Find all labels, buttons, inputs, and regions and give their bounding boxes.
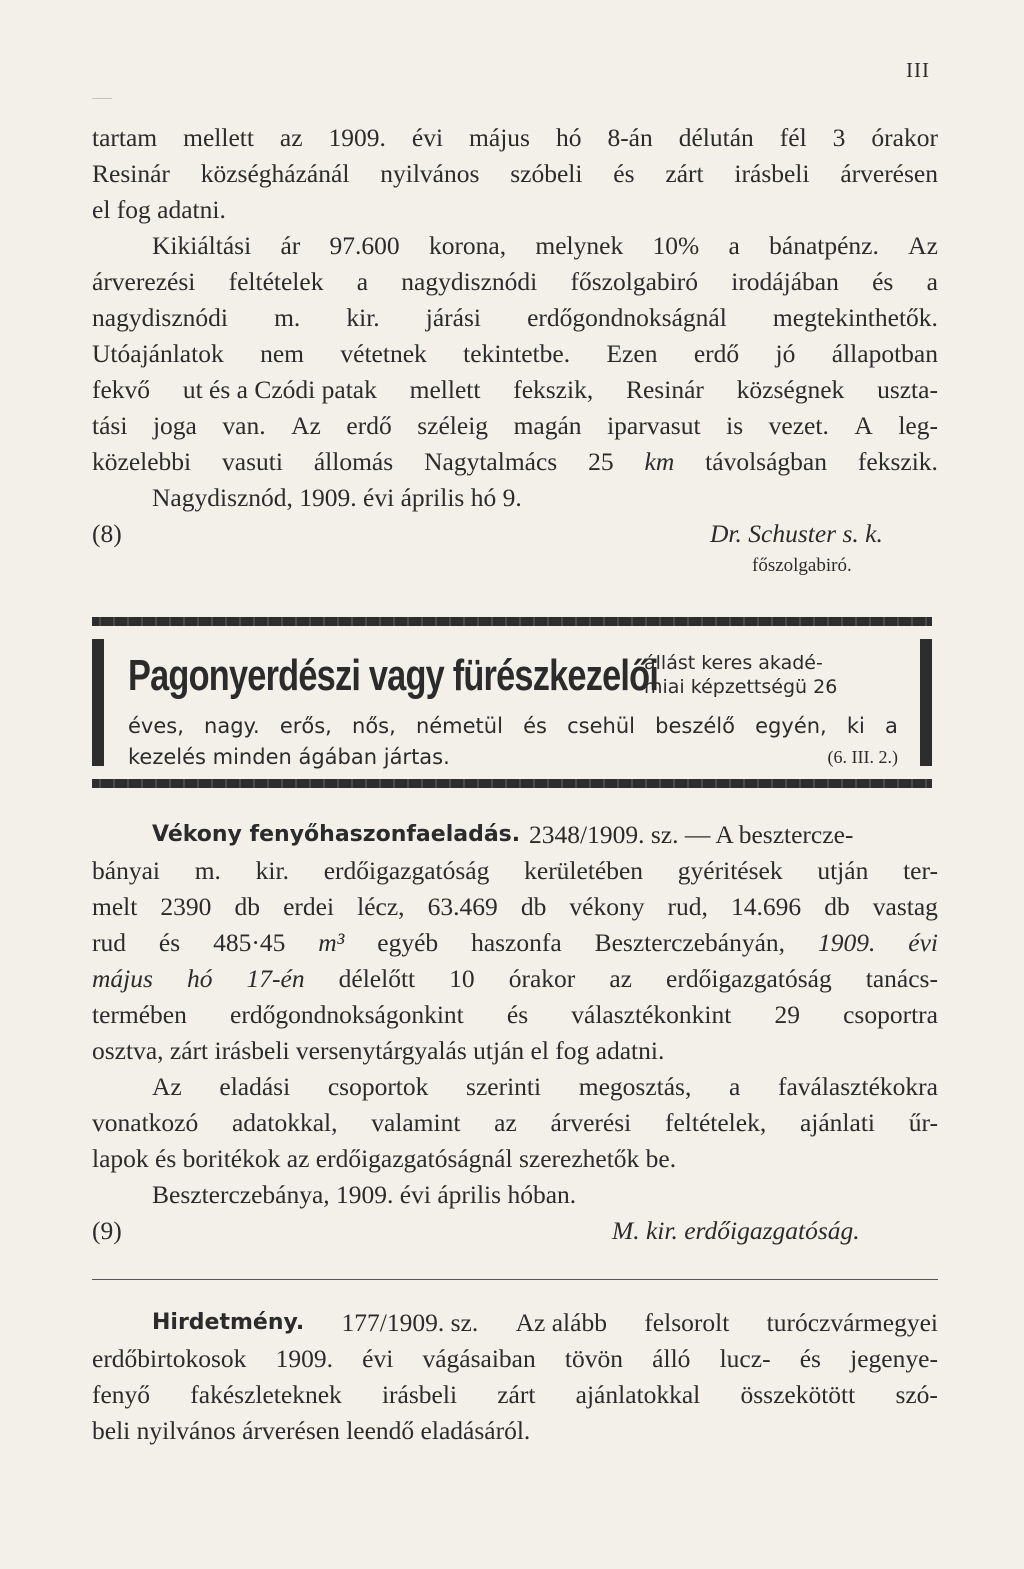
word: évi bbox=[908, 928, 938, 957]
word: május bbox=[469, 123, 530, 152]
word: ajánlatokkal bbox=[575, 1380, 701, 1409]
word: irodájában bbox=[731, 267, 839, 296]
word: egyéb bbox=[377, 928, 439, 957]
word: db bbox=[520, 892, 547, 921]
text-line bbox=[92, 961, 938, 997]
word: árverési bbox=[550, 1108, 632, 1137]
word: van. bbox=[222, 411, 266, 440]
text-line bbox=[92, 120, 938, 156]
notice-signature: M. kir. erdőigazgatóság. bbox=[612, 1216, 860, 1245]
word: állomás bbox=[313, 447, 394, 476]
text-line bbox=[92, 853, 938, 889]
notice-lead-title: Vékony fenyőhaszonfaeladás. bbox=[152, 822, 521, 847]
word: a bbox=[885, 714, 898, 738]
word: szerinti bbox=[466, 1072, 542, 1101]
word: 1909. bbox=[817, 928, 876, 957]
word: A bbox=[854, 411, 873, 440]
word: 485·45 bbox=[213, 928, 286, 957]
ad-side-line: miai képzettségü 26 bbox=[644, 676, 838, 698]
word: Utóajánlatok bbox=[92, 339, 224, 368]
word: 8-án bbox=[607, 123, 653, 152]
word: a bbox=[356, 267, 369, 296]
word: nem bbox=[260, 339, 305, 368]
ad-body bbox=[128, 711, 898, 773]
word: lécz, bbox=[357, 892, 405, 921]
word: eladási bbox=[219, 1072, 291, 1101]
text-line bbox=[92, 408, 938, 444]
word: mellett bbox=[183, 123, 254, 152]
word: erdőgondnokságnál bbox=[527, 303, 727, 332]
word: termében bbox=[92, 1000, 187, 1029]
word: db bbox=[234, 892, 260, 921]
word: bányai bbox=[92, 856, 160, 885]
word: erdő bbox=[693, 339, 740, 368]
text-line bbox=[92, 1305, 938, 1341]
ad-side-line: állást keres akadé- bbox=[644, 652, 823, 674]
word: fenyő bbox=[92, 1380, 151, 1409]
word: vastag bbox=[872, 892, 938, 921]
word: ajánlati bbox=[799, 1108, 875, 1137]
word: álló bbox=[652, 1344, 691, 1373]
word: m³ bbox=[318, 928, 345, 957]
word: melynek bbox=[535, 231, 624, 260]
word: órakor bbox=[871, 123, 938, 152]
word: 3 bbox=[832, 123, 846, 152]
word: db bbox=[824, 892, 850, 921]
ad-body-line bbox=[128, 711, 898, 742]
ad-reference: (6. III. 2.) bbox=[827, 747, 898, 767]
text-line bbox=[92, 1341, 938, 1377]
word: megtekinthetők. bbox=[772, 303, 938, 332]
word: fekvő bbox=[92, 375, 151, 404]
word: vétetnek bbox=[340, 339, 427, 368]
word: nyilvános bbox=[380, 159, 480, 188]
word: évi bbox=[411, 123, 444, 152]
word: el fog adatni. bbox=[92, 195, 226, 224]
word: és bbox=[506, 1000, 529, 1029]
word: és bbox=[872, 267, 894, 296]
word: nagy. bbox=[204, 714, 260, 738]
word: németül bbox=[415, 714, 503, 738]
text-line bbox=[92, 192, 938, 228]
word: űr- bbox=[908, 1108, 938, 1137]
word: fekszik, bbox=[513, 375, 594, 404]
word: zárt bbox=[497, 1380, 536, 1409]
text-line bbox=[92, 228, 938, 264]
word: 97.600 bbox=[329, 231, 400, 260]
word: is bbox=[726, 411, 744, 440]
word: községházánál bbox=[200, 159, 350, 188]
notice-place-date: Beszterczebánya, 1909. évi április hóban. bbox=[152, 1180, 577, 1209]
word: joga bbox=[152, 411, 197, 440]
word: árverésen bbox=[840, 159, 938, 188]
word: jó bbox=[775, 339, 796, 368]
notice-number: (9) bbox=[92, 1216, 122, 1245]
word: m. bbox=[274, 303, 301, 332]
word: az bbox=[494, 1108, 517, 1137]
word: korona, bbox=[428, 231, 507, 260]
word: rud bbox=[92, 928, 126, 957]
word: tartam bbox=[92, 123, 158, 152]
word: állapotban bbox=[831, 339, 938, 368]
ad-side-text bbox=[644, 651, 837, 699]
word: erős, bbox=[279, 714, 332, 738]
word: lucz- bbox=[719, 1344, 771, 1373]
word: járási bbox=[425, 303, 482, 332]
word: Ezen bbox=[606, 339, 658, 368]
word: feltételek, bbox=[664, 1108, 767, 1137]
word: beli nyilvános árverésen leendő eladásáról. bbox=[92, 1416, 531, 1445]
word: erdőgondnokságonkint bbox=[230, 1000, 464, 1029]
word: kir. bbox=[346, 303, 380, 332]
notice-signature-row bbox=[92, 1213, 938, 1249]
ad-body-line bbox=[128, 742, 898, 773]
word: Az bbox=[908, 231, 938, 260]
word: 17-én bbox=[246, 964, 305, 993]
notice-signature-title: főszolgabiró. bbox=[752, 555, 852, 576]
word: szó- bbox=[895, 1380, 938, 1409]
word: és bbox=[523, 714, 547, 738]
word: 1909. bbox=[275, 1344, 333, 1373]
word: faválasztékokra bbox=[777, 1072, 938, 1101]
word: Resinár bbox=[625, 375, 704, 404]
word: erdő bbox=[346, 411, 392, 440]
notice-hirdetmeny bbox=[92, 1305, 938, 1449]
word: magán bbox=[513, 411, 582, 440]
section-divider bbox=[92, 1279, 938, 1280]
text-line bbox=[92, 1377, 938, 1413]
ad-border-top bbox=[92, 617, 932, 626]
text-line bbox=[92, 1141, 938, 1177]
word: éves, bbox=[128, 714, 184, 738]
word: nagydisznódi bbox=[401, 267, 538, 296]
text-line bbox=[92, 817, 938, 853]
word: erdőbirtokosok bbox=[92, 1344, 247, 1373]
notice-body bbox=[92, 817, 938, 1177]
word: iparvasut bbox=[607, 411, 701, 440]
word: a bbox=[729, 1072, 741, 1101]
word: gyéritések bbox=[677, 856, 783, 885]
word: csoportok bbox=[327, 1072, 429, 1101]
word: Az bbox=[152, 1072, 182, 1101]
word: csehül bbox=[567, 714, 635, 738]
word: irásbeli bbox=[381, 1380, 458, 1409]
word: 63.469 bbox=[427, 892, 498, 921]
word: felsorolt bbox=[644, 1308, 730, 1337]
notice-number: (8) bbox=[92, 519, 122, 548]
text-line bbox=[92, 264, 938, 300]
text-line bbox=[92, 925, 938, 961]
word: erdőigazgatóság bbox=[666, 964, 832, 993]
word: órakor bbox=[508, 964, 576, 993]
word: utján bbox=[817, 856, 869, 885]
word: kir. bbox=[255, 856, 289, 885]
ad-border-right bbox=[920, 639, 932, 766]
word: 10% bbox=[652, 231, 700, 260]
word: választékonkint bbox=[571, 1000, 732, 1029]
text-line bbox=[92, 889, 938, 925]
word: szóbeli bbox=[510, 159, 583, 188]
word: melt bbox=[92, 892, 138, 921]
word: valamint bbox=[371, 1108, 461, 1137]
word: a bbox=[926, 267, 938, 296]
word: leg- bbox=[898, 411, 938, 440]
word: 10 bbox=[449, 964, 475, 993]
text-line bbox=[92, 336, 938, 372]
word: Nagytalmács bbox=[424, 447, 558, 476]
top-divider bbox=[92, 98, 112, 99]
text-line bbox=[92, 444, 938, 480]
word: mellett bbox=[409, 375, 481, 404]
word: 177/1909. sz. bbox=[341, 1308, 479, 1337]
word: ut és a Czódi patak bbox=[182, 375, 377, 404]
word: 25 bbox=[588, 447, 614, 476]
notice-place-date: Nagydisznód, 1909. évi április hó 9. bbox=[152, 483, 522, 512]
word: vasuti bbox=[222, 447, 283, 476]
word: a bbox=[728, 231, 740, 260]
notice-body bbox=[92, 120, 938, 480]
word: erdei bbox=[283, 892, 335, 921]
word: délután bbox=[678, 123, 754, 152]
word: tanács- bbox=[865, 964, 938, 993]
word: km bbox=[644, 447, 675, 476]
word: Az alább bbox=[515, 1308, 607, 1337]
word: ár bbox=[280, 231, 301, 260]
notice-lead-title: Hirdetmény. bbox=[152, 1310, 305, 1335]
word: 29 bbox=[774, 1000, 800, 1029]
job-advertisement bbox=[92, 617, 932, 788]
word: délelőtt bbox=[338, 964, 416, 993]
word: egyén, bbox=[755, 714, 827, 738]
word: és bbox=[613, 159, 635, 188]
word: tekintetbe. bbox=[463, 339, 571, 368]
word: osztva, zárt irásbeli versenytárgyalás utján el fog adatni. bbox=[92, 1036, 665, 1065]
word: távolságban bbox=[705, 447, 827, 476]
word: összekötött bbox=[740, 1380, 856, 1409]
word: fekszik. bbox=[857, 447, 938, 476]
notice-signature-row bbox=[92, 516, 938, 552]
word: vékony bbox=[569, 892, 645, 921]
word: bánatpénz. bbox=[769, 231, 879, 260]
word: fakészleteknek bbox=[190, 1380, 342, 1409]
notice-thin-timber-sale bbox=[92, 817, 938, 1249]
word: rud, bbox=[667, 892, 708, 921]
word: 2390 bbox=[160, 892, 212, 921]
word: árverezési bbox=[92, 267, 196, 296]
word: Az bbox=[291, 411, 321, 440]
word: és bbox=[799, 1344, 821, 1373]
word: nős, bbox=[352, 714, 396, 738]
ad-headline bbox=[128, 651, 837, 701]
word: tási bbox=[92, 411, 128, 440]
word: haszonfa bbox=[471, 928, 562, 957]
word: közelebbi bbox=[92, 447, 192, 476]
word: uszta- bbox=[877, 375, 938, 404]
notice-body bbox=[92, 1305, 938, 1449]
word: vágásaiban bbox=[422, 1344, 536, 1373]
word: hó bbox=[186, 964, 213, 993]
word: 14.696 bbox=[731, 892, 802, 921]
text-line bbox=[92, 300, 938, 336]
word: 1909. bbox=[328, 123, 386, 152]
word: adatokkal, bbox=[231, 1108, 338, 1137]
text-line bbox=[92, 1033, 938, 1069]
ad-border-bottom bbox=[92, 779, 932, 788]
word: vonatkozó bbox=[92, 1108, 199, 1137]
ad-border-left bbox=[92, 639, 104, 766]
word: az bbox=[279, 123, 303, 152]
word: turóczvármegyei bbox=[766, 1308, 938, 1337]
word: beszélő bbox=[655, 714, 735, 738]
word: fél bbox=[779, 123, 807, 152]
text-line bbox=[92, 372, 938, 408]
text-line bbox=[92, 156, 938, 192]
word: m. bbox=[194, 856, 221, 885]
text-line bbox=[92, 1105, 938, 1141]
word: jegenye- bbox=[850, 1344, 938, 1373]
word: és bbox=[158, 928, 181, 957]
word: évi bbox=[362, 1344, 394, 1373]
word: széleig bbox=[417, 411, 489, 440]
text-line bbox=[92, 1413, 938, 1449]
text-line bbox=[92, 1069, 938, 1105]
word: zárt bbox=[665, 159, 704, 188]
ad-title: Pagonyerdészi vagy fürészkezelői bbox=[128, 651, 659, 700]
ad-body-text: kezelés minden ágában jártas. bbox=[128, 745, 450, 769]
word: megosztás, bbox=[578, 1072, 692, 1101]
word: az bbox=[609, 964, 632, 993]
word: Kikiáltási bbox=[152, 231, 252, 260]
page-number: III bbox=[906, 58, 930, 82]
word: lapok és boritékok az erdőigazgatóságnál szerezhetők be. bbox=[92, 1144, 677, 1173]
word: 2348/1909. sz. — A besztercze- bbox=[529, 820, 854, 849]
word: feltételek bbox=[228, 267, 324, 296]
word: ki bbox=[846, 714, 865, 738]
word: tövön bbox=[564, 1344, 623, 1373]
word: Resinár bbox=[92, 159, 170, 188]
text-line bbox=[92, 997, 938, 1033]
word: Beszterczebányán, bbox=[594, 928, 786, 957]
word: nagydisznódi bbox=[92, 303, 228, 332]
word: községnek bbox=[736, 375, 845, 404]
notice-resinar-auction bbox=[92, 120, 938, 580]
word: kerületében bbox=[524, 856, 644, 885]
word: vezet. bbox=[768, 411, 829, 440]
word: erdőigazgatóság bbox=[323, 856, 490, 885]
notice-signature: Dr. Schuster s. k. bbox=[710, 519, 883, 548]
word: május bbox=[92, 964, 153, 993]
word: ter- bbox=[903, 856, 938, 885]
word: csoportra bbox=[843, 1000, 938, 1029]
word: főszolgabiró bbox=[570, 267, 698, 296]
word: irásbeli bbox=[734, 159, 810, 188]
word: hó bbox=[555, 123, 582, 152]
